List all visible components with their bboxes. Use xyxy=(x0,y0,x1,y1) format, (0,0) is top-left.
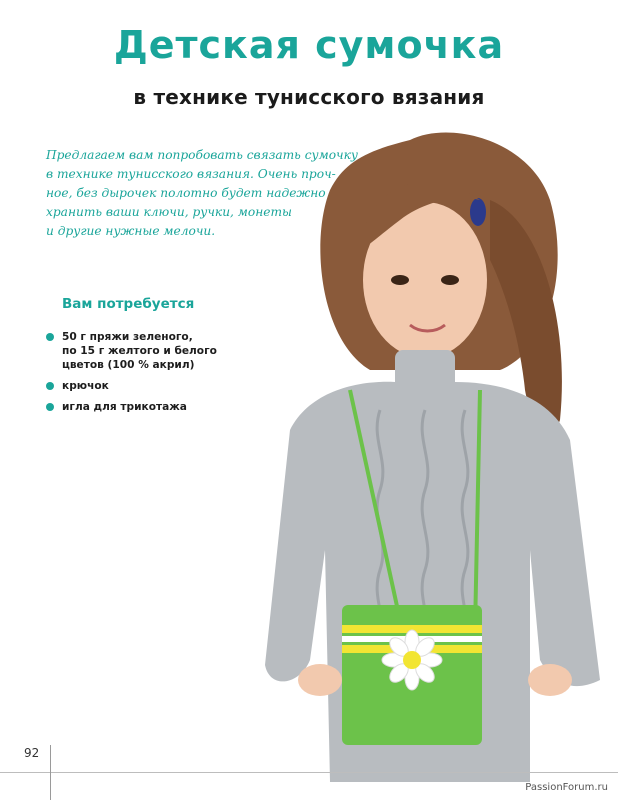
page-number: 92 xyxy=(24,746,40,760)
requirement-line: по 15 г желтого и белого xyxy=(62,345,217,357)
page-title: Детская сумочка xyxy=(113,23,505,67)
site-watermark: PassionForum.ru xyxy=(525,782,608,793)
bullet-icon xyxy=(46,382,54,390)
intro-line: хранить ваши ключи, ручки, монеты xyxy=(46,205,292,219)
footer-divider xyxy=(0,772,618,773)
footer-vertical-divider xyxy=(50,745,51,800)
intro-line: и другие нужные мелочи. xyxy=(46,224,216,238)
bullet-icon xyxy=(46,403,54,411)
requirements-list xyxy=(46,330,266,421)
requirement-item xyxy=(46,330,266,372)
intro-line: в технике тунисского вязания. Очень проч- xyxy=(46,167,336,181)
bullet-icon xyxy=(46,333,54,341)
requirements-heading: Вам потребуется xyxy=(62,296,195,312)
requirement-line: игла для трикотажа xyxy=(62,401,187,413)
intro-line: Предлагаем вам попробовать связать сумочку xyxy=(46,148,358,162)
requirement-line: крючок xyxy=(62,380,109,392)
intro-line: ное, без дырочек полотно будет надежно xyxy=(46,186,326,200)
page-subtitle: в технике тунисского вязания xyxy=(133,85,485,109)
requirement-item xyxy=(46,379,266,393)
requirement-item xyxy=(46,400,266,414)
requirement-line: 50 г пряжи зеленого, xyxy=(62,331,193,343)
intro-paragraph xyxy=(46,146,358,241)
requirement-line: цветов (100 % акрил) xyxy=(62,359,195,371)
